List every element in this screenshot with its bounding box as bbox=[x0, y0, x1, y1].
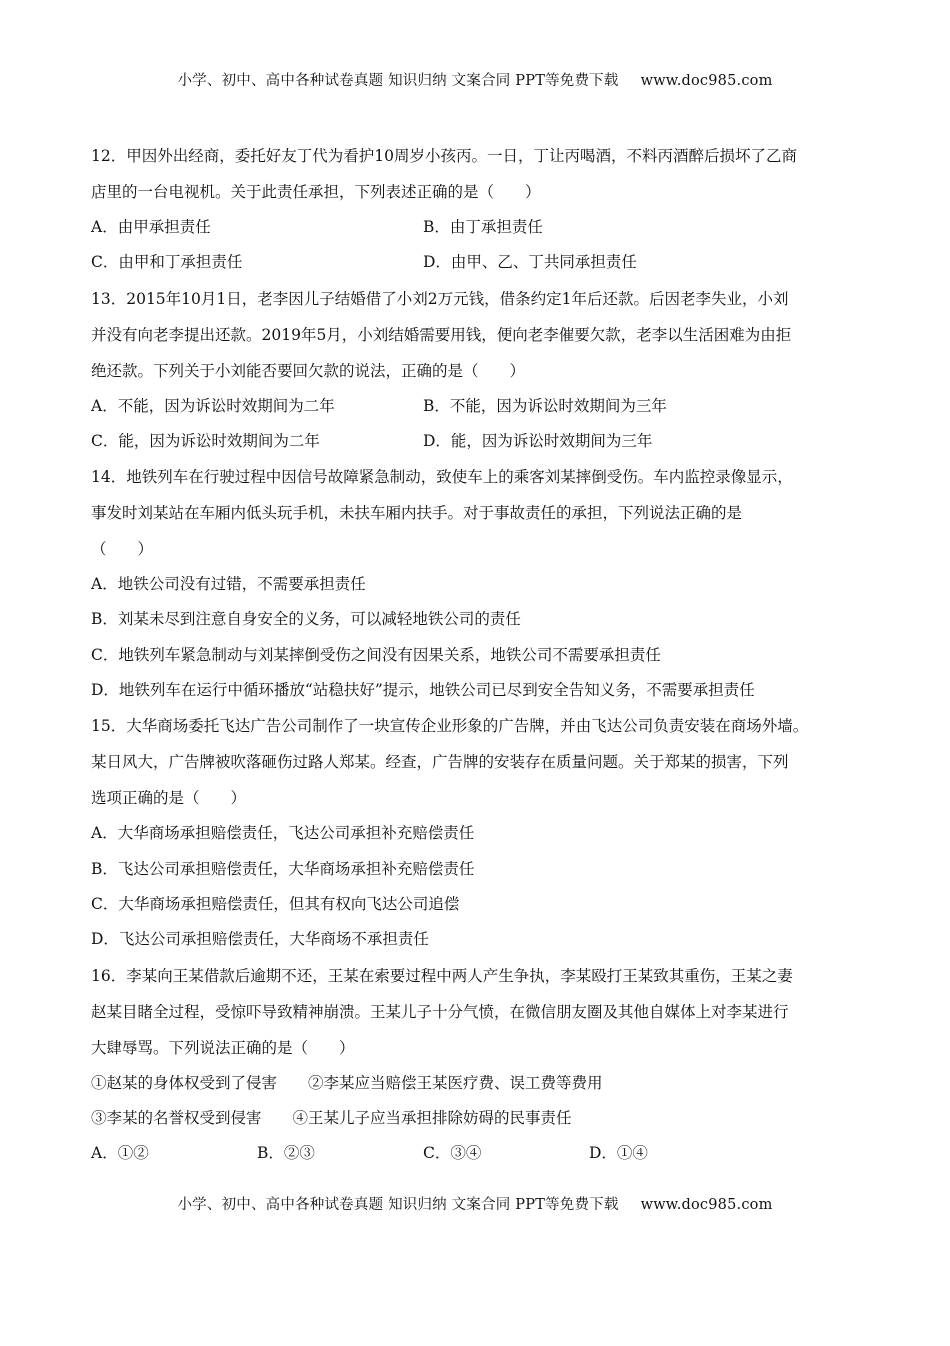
question-text: 事发时刘某站在车厢内低头玩手机，未扶车厢内扶手。对于事故责任的承担，下列说法正确的是 bbox=[91, 504, 743, 523]
option-b: B．刘某未尽到注意自身安全的义务，可以减轻地铁公司的责任 bbox=[91, 610, 521, 629]
question-text: 大肆辱骂。下列说法正确的是（ ） bbox=[91, 1038, 355, 1057]
option-b: B．不能，因为诉讼时效期间为三年 bbox=[423, 396, 667, 415]
footer-url: www.doc985.com bbox=[640, 1197, 773, 1213]
option-d: D．由甲、乙、丁共同承担责任 bbox=[423, 253, 637, 272]
question-text: 14．地铁列车在行驶过程中因信号故障紧急制动，致使车上的乘客刘某摔倒受伤。车内监控录像显示， bbox=[91, 468, 793, 487]
option-a: A．不能，因为诉讼时效期间为二年 bbox=[91, 396, 335, 415]
question-text: 选项正确的是（ ） bbox=[91, 789, 247, 808]
option-d: D．地铁列车在运行中循环播放“站稳扶好”提示，地铁公司已尽到安全告知义务，不需要承担责任 bbox=[91, 681, 755, 700]
option-d: D．飞达公司承担赔偿责任，大华商场不承担责任 bbox=[91, 930, 429, 949]
statement-line: ①赵某的身体权受到了侵害 ②李某应当赔偿王某医疗费、误工费等费用 bbox=[91, 1073, 603, 1092]
question-text: 某日风大，广告牌被吹落砸伤过路人郑某。经查，广告牌的安装存在质量问题。关于郑某的损害，下列 bbox=[91, 753, 789, 772]
option-a: A．大华商场承担赔偿责任，飞达公司承担补充赔偿责任 bbox=[91, 824, 475, 843]
statement-line: ③李某的名誉权受到侵害 ④王某儿子应当承担排除妨碍的民事责任 bbox=[91, 1108, 572, 1127]
question-text: 店里的一台电视机。关于此责任承担，下列表述正确的是（ ） bbox=[91, 183, 541, 201]
option-b: B．飞达公司承担赔偿责任，大华商场承担补充赔偿责任 bbox=[91, 859, 475, 878]
options-row bbox=[91, 389, 861, 424]
option-c: C．③④ bbox=[423, 1144, 482, 1163]
options-row bbox=[91, 1136, 861, 1171]
question-text: 并没有向老李提出还款。2019年5月，小刘结婚需要用钱，便向老李催要欠款，老李以生活困难为由拒 bbox=[91, 325, 792, 344]
exam-content bbox=[91, 138, 861, 1171]
option-c: C．大华商场承担赔偿责任，但其有权向飞达公司追偿 bbox=[91, 894, 460, 913]
option-d: D．能，因为诉讼时效期间为三年 bbox=[423, 431, 653, 450]
question-text: 赵某目睹全过程，受惊吓导致精神崩溃。王某儿子十分气愤，在微信朋友圈及其他自媒体上对李某进行 bbox=[91, 1002, 789, 1021]
question-12 bbox=[91, 138, 861, 281]
option-c: C．地铁列车紧急制动与刘某摔倒受伤之间没有因果关系，地铁公司不需要承担责任 bbox=[91, 645, 661, 664]
question-13 bbox=[91, 281, 861, 460]
options-row bbox=[91, 245, 861, 280]
option-d: D．①④ bbox=[589, 1144, 648, 1163]
question-14 bbox=[91, 459, 861, 708]
question-text: 13．2015年10月1日，老李因儿子结婚借了小刘2万元钱，借条约定1年后还款。后因老李失业，小刘 bbox=[91, 289, 789, 308]
page-header bbox=[0, 69, 950, 90]
option-b: B．②③ bbox=[257, 1144, 315, 1163]
header-text: 小学、初中、高中各种试卷真题 知识归纳 文案合同 PPT等免费下载 bbox=[177, 73, 619, 89]
option-a: A．①② bbox=[91, 1144, 149, 1163]
header-url: www.doc985.com bbox=[640, 73, 773, 89]
question-15 bbox=[91, 708, 861, 957]
page-footer bbox=[0, 1193, 950, 1214]
options-row bbox=[91, 424, 861, 459]
options-row bbox=[91, 210, 861, 245]
question-text: 12．甲因外出经商，委托好友丁代为看护10周岁小孩丙。一日，丁让丙喝酒，不料丙酒醉后损坏了乙商 bbox=[91, 147, 797, 165]
answer-bracket: （ ） bbox=[91, 540, 154, 559]
question-text: 绝还款。下列关于小刘能否要回欠款的说法，正确的是（ ） bbox=[91, 361, 526, 380]
question-text: 16．李某向王某借款后逾期不还，王某在索要过程中两人产生争执，李某殴打王某致其重伤，王某之妻 bbox=[91, 966, 793, 985]
option-b: B．由丁承担责任 bbox=[423, 218, 543, 236]
question-16 bbox=[91, 958, 861, 1172]
question-text: 15．大华商场委托飞达广告公司制作了一块宣传企业形象的广告牌，并由飞达公司负责安装在商场外墙。 bbox=[91, 717, 809, 736]
option-a: A．由甲承担责任 bbox=[91, 218, 211, 236]
option-c: C．由甲和丁承担责任 bbox=[91, 253, 243, 272]
option-a: A．地铁公司没有过错，不需要承担责任 bbox=[91, 575, 366, 594]
option-c: C．能，因为诉讼时效期间为二年 bbox=[91, 431, 320, 450]
footer-text: 小学、初中、高中各种试卷真题 知识归纳 文案合同 PPT等免费下载 bbox=[177, 1197, 619, 1213]
